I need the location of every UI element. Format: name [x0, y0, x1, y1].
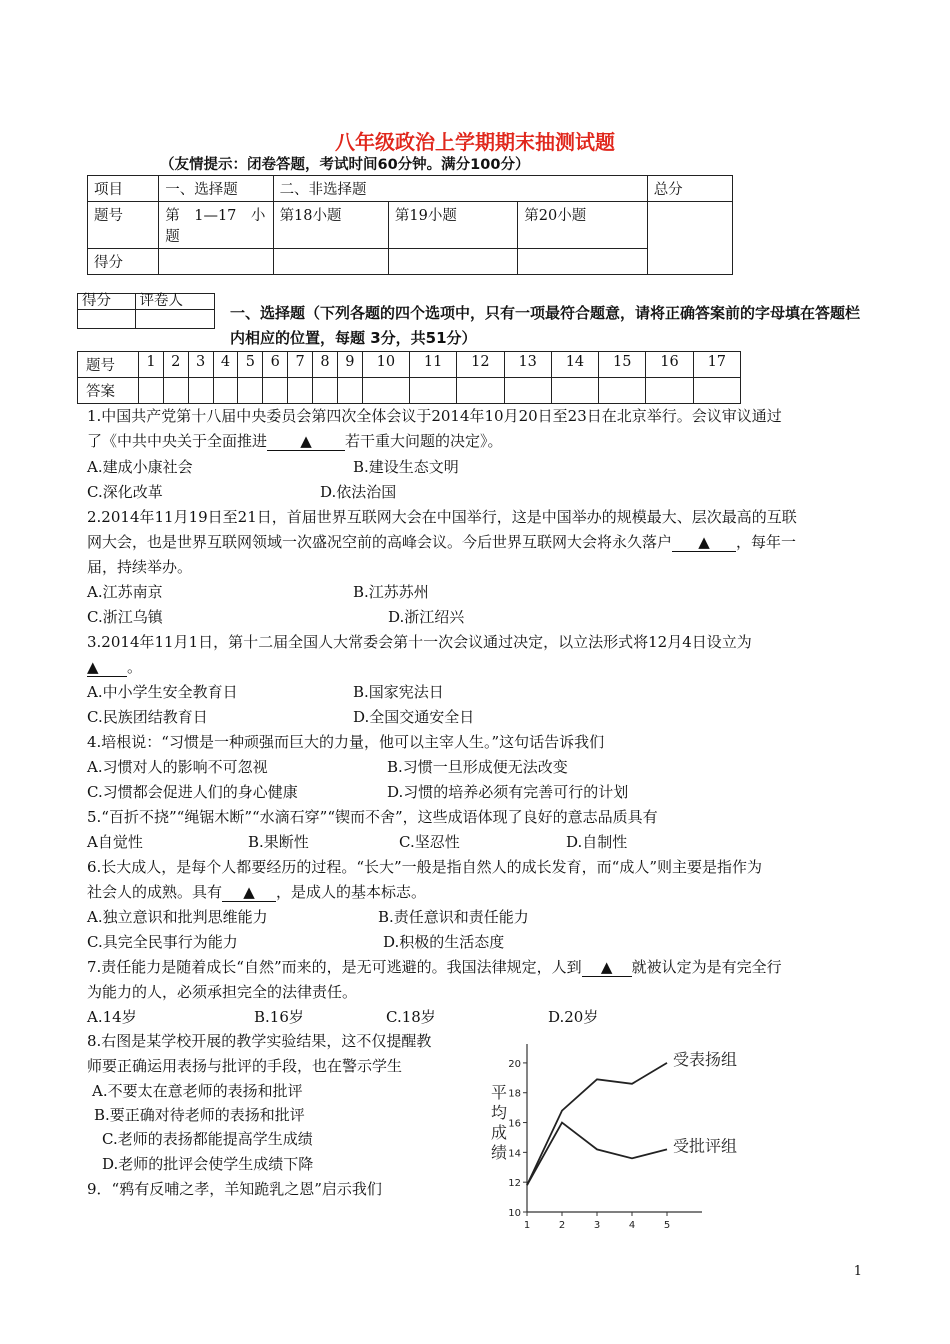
q6-option-a: A.独立意识和批判思维能力	[87, 908, 268, 926]
series-label: 受批评组	[673, 1136, 738, 1156]
answer-number-cell: 1	[139, 352, 164, 378]
q4-option-a: A.习惯对人的影响不可忽视	[87, 758, 268, 776]
x-tick-label: 3	[593, 1220, 601, 1231]
grader-name-cell	[135, 310, 214, 329]
q7-option-b: B.16岁	[254, 1008, 304, 1026]
score-cell: 总分	[647, 176, 732, 202]
score-cell	[159, 249, 273, 275]
answer-number-cell: 5	[238, 352, 263, 378]
score-cell	[273, 249, 388, 275]
answer-number-cell: 4	[213, 352, 238, 378]
score-cell	[647, 202, 732, 275]
answer-number-cell: 7	[288, 352, 313, 378]
q1-text: 1.中国共产党第十八届中央委员会第四次全体会议于2014年10月20日至23日在北京举行。会议审议通过	[87, 407, 782, 425]
q7-option-d: D.20岁	[548, 1008, 599, 1026]
q8-option-b: B.要正确对待老师的表扬和批评	[94, 1106, 305, 1124]
q3-option-d: D.全国交通安全日	[353, 708, 475, 726]
q8-option-d: D.老师的批评会使学生成绩下降	[102, 1155, 314, 1173]
answer-table	[77, 351, 741, 404]
q1-option-b: B.建设生态文明	[353, 458, 459, 476]
score-cell: 项目	[88, 176, 159, 202]
q8-option-c: C.老师的表扬都能提高学生成绩	[102, 1130, 313, 1148]
y-tick-label: 18	[508, 1088, 521, 1100]
series-line	[527, 1123, 667, 1186]
y-tick-label: 10	[508, 1208, 521, 1219]
q2-option-c: C.浙江乌镇	[87, 608, 163, 626]
y-tick-label: 12	[508, 1178, 521, 1190]
q2-option-a: A.江苏南京	[87, 583, 163, 601]
answer-cell[interactable]	[238, 378, 263, 404]
q8-text: 8.右图是某学校开展的教学实验结果，这不仅提醒教	[87, 1032, 432, 1050]
answer-cell[interactable]	[504, 378, 551, 404]
answer-number-label: 题号	[78, 352, 139, 378]
grade-line-chart	[480, 1040, 770, 1240]
q2-option-b: B.江苏苏州	[353, 583, 429, 601]
answer-cell[interactable]	[646, 378, 693, 404]
grader-score-label: 得分	[78, 294, 136, 310]
y-tick-label: 14	[508, 1148, 521, 1160]
q1-option-c: C.深化改革	[87, 483, 163, 501]
q3-option-b: B.国家宪法日	[353, 683, 444, 701]
answer-number-cell: 3	[188, 352, 213, 378]
y-axis-label: 平	[490, 1083, 508, 1102]
answer-blank: ▲	[87, 658, 127, 677]
answer-cell[interactable]	[410, 378, 457, 404]
q3-option-c: C.民族团结教育日	[87, 708, 208, 726]
score-cell: 第20小题	[518, 202, 647, 249]
y-axis-label: 成	[490, 1123, 508, 1142]
q2-option-d: D.浙江绍兴	[388, 608, 465, 626]
answer-blank: ▲	[267, 432, 345, 451]
q4-option-c: C.习惯都会促进人们的身心健康	[87, 783, 298, 801]
answer-blank: ▲	[582, 958, 632, 977]
q5-option-d: D.自制性	[566, 833, 628, 851]
answer-number-cell: 2	[163, 352, 188, 378]
score-cell: 题号	[88, 202, 159, 249]
q2-text: 届，持续举办。	[87, 558, 193, 576]
score-cell: 一、选择题	[159, 176, 273, 202]
q4-option-b: B.习惯一旦形成便无法改变	[387, 758, 568, 776]
x-tick-label: 2	[558, 1220, 566, 1231]
score-cell: 第19小题	[388, 202, 517, 249]
answer-cell[interactable]	[263, 378, 288, 404]
answer-cell[interactable]	[362, 378, 409, 404]
answer-number-cell: 6	[263, 352, 288, 378]
q2-text: 2.2014年11月19日至21日，首届世界互联网大会在中国举行，这是中国举办的规模最大、层次最高的互联	[87, 508, 797, 526]
q2-text: 网大会，也是世界互联网领域一次盛况空前的高峰会议。今后世界互联网大会将永久落户 ▲ ，每年一	[87, 533, 797, 551]
q6-option-b: B.责任意识和责任能力	[378, 908, 529, 926]
score-cell	[388, 249, 517, 275]
q5-option-b: B.果断性	[248, 833, 309, 851]
x-tick-label: 1	[523, 1220, 531, 1231]
q7-text: 7.责任能力是随着成长“自然”而来的，是无可逃避的。我国法律规定，人到 ▲ 就被认定为是有完全行	[87, 958, 782, 976]
q1-text: 了《中共中央关于全面推进 ▲ 若干重大问题的决定》。	[87, 432, 503, 450]
q5-option-c: C.坚忍性	[399, 833, 460, 851]
answer-cell[interactable]	[188, 378, 213, 404]
y-axis-label: 绩	[490, 1143, 508, 1162]
answer-cell[interactable]	[693, 378, 740, 404]
q6-text: 6.长大成人，是每个人都要经历的过程。“长大”一般是指自然人的成长发育，而“成人”则主要是指作为	[87, 858, 762, 876]
answer-number-cell: 13	[504, 352, 551, 378]
q8-option-a: A.不要太在意老师的表扬和批评	[92, 1082, 303, 1100]
answer-number-cell: 14	[551, 352, 598, 378]
chart-series	[527, 1050, 737, 1185]
answer-cell[interactable]	[163, 378, 188, 404]
q1-option-a: A.建成小康社会	[87, 458, 193, 476]
q6-option-d: D.积极的生活态度	[383, 933, 505, 951]
page-number: 1	[853, 1264, 862, 1279]
q9-text: 9．“鸦有反哺之孝，羊知跪乳之恩”启示我们	[87, 1180, 382, 1198]
grader-table	[77, 293, 215, 329]
q7-option-c: C.18岁	[386, 1008, 436, 1026]
y-tick-label: 16	[508, 1118, 521, 1130]
answer-cell[interactable]	[288, 378, 313, 404]
answer-number-cell: 8	[313, 352, 338, 378]
q7-option-a: A.14岁	[87, 1008, 137, 1026]
x-tick-label: 5	[663, 1220, 671, 1231]
q5-text: 5.“百折不挠”“绳锯木断”“水滴石穿”“锲而不舍”，这些成语体现了良好的意志品质具有	[87, 808, 658, 826]
answer-number-cell: 10	[362, 352, 409, 378]
answer-cell[interactable]	[337, 378, 362, 404]
score-cell: 得分	[88, 249, 159, 275]
q7-text: 为能力的人，必须承担完全的法律责任。	[87, 983, 358, 1001]
series-line	[527, 1063, 667, 1185]
answer-cell[interactable]	[313, 378, 338, 404]
score-cell: 二、非选择题	[273, 176, 647, 202]
q1-option-d: D.依法治国	[320, 483, 397, 501]
chart-axes	[491, 1044, 702, 1231]
score-cell: 第 1—17 小题	[159, 202, 273, 249]
answer-number-cell: 11	[410, 352, 457, 378]
answer-cell[interactable]	[457, 378, 504, 404]
answer-number-cell: 16	[646, 352, 693, 378]
answer-number-cell: 15	[599, 352, 646, 378]
score-table	[87, 175, 733, 275]
score-cell: 第18小题	[273, 202, 388, 249]
q3-option-a: A.中小学生安全教育日	[87, 683, 238, 701]
x-tick-label: 4	[628, 1220, 636, 1231]
answer-number-cell: 17	[693, 352, 740, 378]
page-title: 八年级政治上学期期末抽测试题	[335, 130, 615, 154]
q5-option-a: A自觉性	[87, 833, 143, 851]
y-tick-label: 20	[508, 1058, 521, 1070]
answer-cell[interactable]	[599, 378, 646, 404]
answer-cell[interactable]	[551, 378, 598, 404]
q3-text: ▲ 。	[87, 658, 143, 676]
answer-number-cell: 9	[337, 352, 362, 378]
answer-cell[interactable]	[139, 378, 164, 404]
q4-option-d: D.习惯的培养必须有完善可行的计划	[387, 783, 629, 801]
score-cell	[518, 249, 647, 275]
answer-blank: ▲	[672, 533, 736, 552]
answer-number-cell: 12	[457, 352, 504, 378]
y-axis-label: 均	[490, 1103, 508, 1122]
q4-text: 4.培根说：“习惯是一种顽强而巨大的力量，他可以主宰人生。”这句话告诉我们	[87, 733, 605, 751]
exam-notice: （友情提示：闭卷答题，考试时间60分钟。满分100分）	[160, 157, 530, 173]
grader-name-label: 评卷人	[135, 294, 214, 310]
q8-text: 师要正确运用表扬与批评的手段，也在警示学生	[87, 1057, 403, 1075]
series-label: 受表扬组	[673, 1049, 738, 1069]
q6-text: 社会人的成熟。具有 ▲ ，是成人的基本标志。	[87, 883, 427, 901]
answer-label: 答案	[78, 378, 139, 404]
q3-text: 3.2014年11月1日，第十二届全国人大常委会第十一次会议通过决定，以立法形式将12月4日设立为	[87, 633, 752, 651]
q6-option-c: C.具完全民事行为能力	[87, 933, 238, 951]
answer-cell[interactable]	[213, 378, 238, 404]
section-heading: 一、选择题（下列各题的四个选项中，只有一项最符合题意，请将正确答案前的字母填在答题栏内相应的位置，每题 3分，共51分）	[230, 304, 861, 347]
grader-score-cell	[78, 310, 136, 329]
answer-blank: ▲	[222, 883, 276, 902]
